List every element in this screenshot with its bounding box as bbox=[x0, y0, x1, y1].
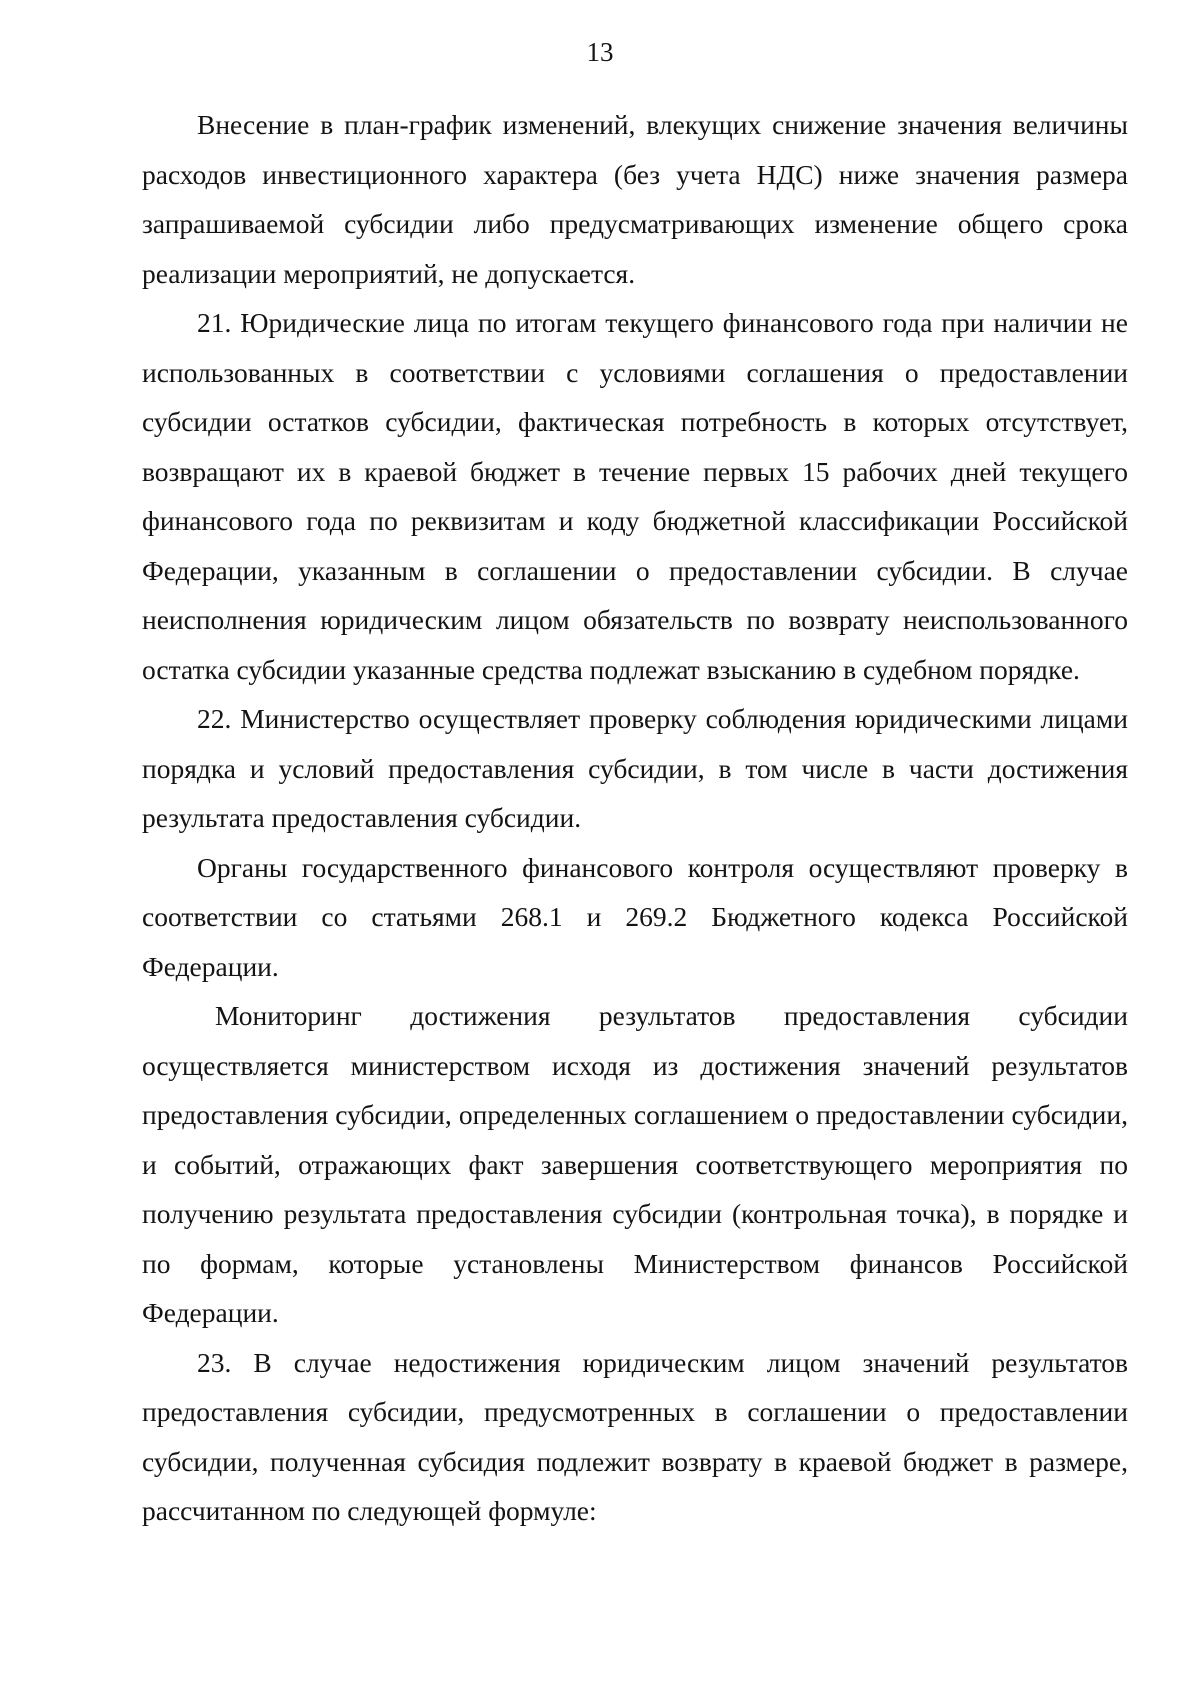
paragraph-financial-control: Органы государственного финансового контроля осуществляют проверку в соответствии со статьями 268.1 и 269.2 Бюджетного кодекса Российской Федерации. bbox=[142, 851, 1128, 982]
paragraph-22-ministry-inspection: 22. Министерство осуществляет проверку соблюдения юридическими лицами порядка и условий предоставления субсидии, в том числе в части достижения результата предоставления субсидии. bbox=[142, 703, 1128, 833]
paragraph-23-non-achievement: 23. В случае недостижения юридическим лицом значений результатов предоставления субсидии, предусмотренных в соглашении о предоставлении субсидии, полученная субсидия подлежит возврату в краевой бюджет в размере, рассчитанном по следующей формуле: bbox=[142, 1346, 1128, 1526]
page-number: 13 bbox=[586, 37, 614, 67]
paragraph-plan-schedule-changes: Внесение в план-график изменений, влекущих снижение значения величины расходов инвестиционного характера (без учета НДС) ниже значения размера запрашиваемой субсидии либо предусматривающих изменение общего срока реализации мероприятий, не допускается. bbox=[142, 109, 1128, 289]
document-body bbox=[142, 100, 1128, 1536]
paragraph-monitoring: Мониторинг достижения результатов предоставления субсидии осуществляется министерством исходя из достижения значений результатов предоставления субсидии, определенных соглашением о предоставлении субсидии, и событий, отражающих факт завершения соответствующего мероприятия по получению результата предоставления субсидии (контрольная точка), в порядке и по формам, которые установлены Министерством финансов Российской Федерации. bbox=[142, 1000, 1128, 1328]
paragraph-21-return-of-balances: 21. Юридические лица по итогам текущего финансового года при наличии не использованных в соответствии с условиями соглашения о предоставлении субсидии остатков субсидии, фактическая потребность в которых отсутствует, возвращают их в краевой бюджет в течение первых 15 рабочих дней текущего финансового года по реквизитам и коду бюджетной классификации Российской Федерации, указанным в соглашении о предоставлении субсидии. В случае неисполнения юридическим лицом обязательств по возврату неиспользованного остатка субсидии указанные средства подлежат взысканию в судебном порядке. bbox=[142, 307, 1128, 685]
